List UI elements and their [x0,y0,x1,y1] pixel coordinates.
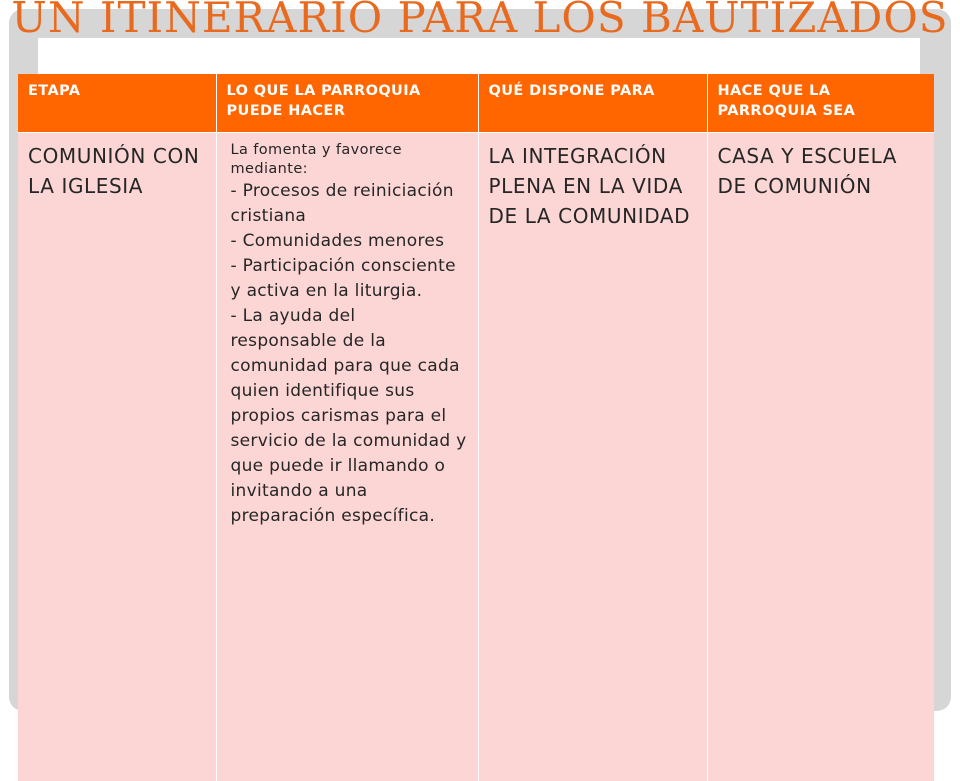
cell-dispone [478,133,707,781]
etapa-text: COMUNIÓN CON LA IGLESIA [28,144,199,198]
hace-text: CASA Y ESCUELA DE COMUNIÓN [718,144,898,198]
list-item: - Procesos de reiniciación cristiana [231,179,468,229]
dispone-text: LA INTEGRACIÓN PLENA EN LA VIDA DE LA COMUNIDAD [489,144,691,228]
slide-title: UN ITINERARIO PARA LOS BAUTIZADOS [0,0,960,42]
cell-parroquia [216,133,478,781]
list-item: - Participación consciente y activa en la liturgia. [231,254,468,304]
list-item: - Comunidades menores [231,229,468,254]
header-hace: HACE QUE LA PARROQUIA SEA [707,74,934,133]
cell-hace [707,133,934,781]
header-parroquia: LO QUE LA PARROQUIA PUEDE HACER [216,74,478,133]
header-etapa: ETAPA [18,74,216,133]
itinerary-table [18,74,934,781]
table-header-row [18,74,934,133]
header-dispone: QUÉ DISPONE PARA [478,74,707,133]
list-item: - La ayuda del responsable de la comunidad para que cada quien identifique sus propios carismas para el servicio de la comunidad y que puede ir llamando o invitando a una preparación específica. [231,304,468,529]
cell-etapa [18,133,216,781]
parroquia-intro: La fomenta y favorece mediante: [231,141,468,179]
table-row [18,133,934,781]
